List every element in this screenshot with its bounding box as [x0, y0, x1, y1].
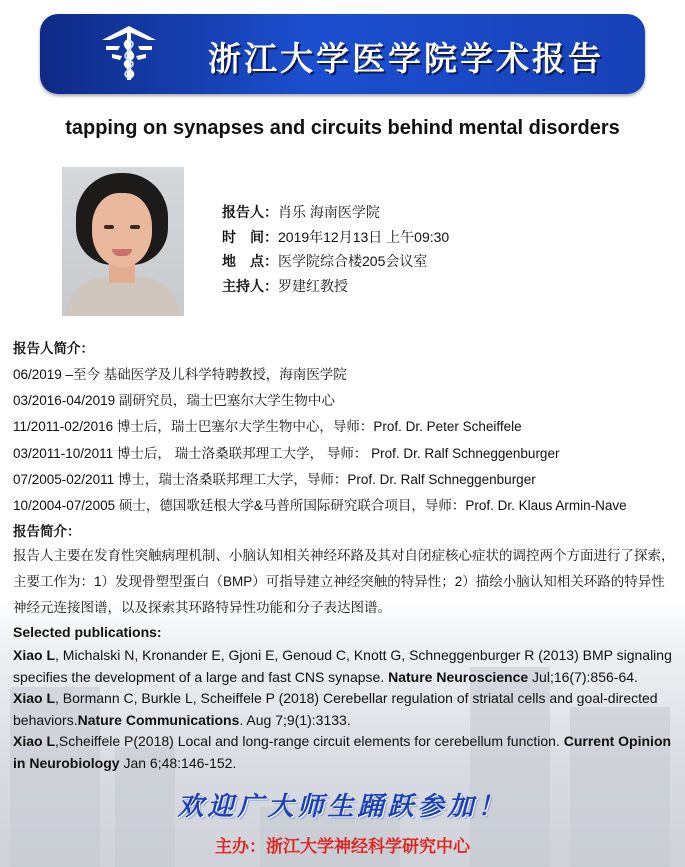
- pub-tail: . Aug 7;9(1):3133.: [239, 711, 351, 728]
- bio-heading: 报告人简介：: [13, 341, 94, 356]
- cv-list: [13, 362, 627, 519]
- info-location: [222, 249, 449, 274]
- publications-list: [13, 645, 673, 774]
- cv-item: 11/2011-02/2016 博士后，瑞士巴塞尔大学生物中心，导师：Prof. Dr. Peter Scheiffele: [13, 419, 522, 435]
- welcome-slogan: 欢迎广大师生踊跃参加！: [177, 792, 508, 822]
- cv-item: 03/2011-10/2011 博士后， 瑞士洛桑联邦理工大学， 导师： Prof. Dr. Ralf Schneggenburger: [13, 445, 560, 461]
- organizer-line: 主办：浙江大学神经科学研究中心: [215, 837, 470, 856]
- publications-heading: Selected publications:: [13, 624, 162, 640]
- pub-tail: Jul;16(7):856-64.: [528, 668, 638, 685]
- info-host: [222, 274, 449, 299]
- pub-text: , Michalski N, Kronander E, Gjoni E, Genoud C, Knott G, Schneggenburger R (2013) BMP signaling specifies the development of a large and fast CNS synapse.: [13, 647, 672, 685]
- info-label: 主持人：: [222, 277, 278, 294]
- info-value: 罗建红教授: [278, 277, 348, 294]
- pub-journal: Nature Neuroscience: [388, 668, 529, 685]
- pub-tail: Jan 6;48:146-152.: [119, 754, 237, 771]
- info-time: [222, 225, 449, 250]
- speaker-photo: [62, 167, 184, 316]
- publication-item: [13, 645, 673, 688]
- banner-title: 浙江大学医学院学术报告: [208, 39, 604, 78]
- info-speaker: [222, 200, 449, 225]
- cv-item: 07/2005-02/2011 博士，瑞士洛桑联邦理工大学，导师：Prof. Dr. Ralf Schneggenburger: [13, 471, 536, 487]
- info-label: 地 点：: [222, 253, 278, 269]
- pub-text: , Bormann C, Burkle L, Scheiffele P (2018) Cerebellar regulation of striatal cells and goal-directed behaviors.: [13, 690, 658, 728]
- caduceus-logo-icon: [98, 24, 160, 84]
- info-label: 时 间：: [222, 228, 278, 245]
- talk-title: tapping on synapses and circuits behind mental disorders: [65, 117, 620, 139]
- cv-item: 06/2019 –至今 基础医学及儿科学特聘教授，海南医学院: [13, 367, 347, 382]
- pub-text: ,Scheiffele P(2018) Local and long-range circuit elements for cerebellum function.: [55, 733, 564, 749]
- cv-item: 03/2016-04/2019 副研究员，瑞士巴塞尔大学生物中心: [13, 393, 335, 409]
- publication-item: [13, 688, 673, 731]
- info-label: 报告人：: [222, 204, 278, 220]
- info-value: 医学院综合楼205会议室: [278, 253, 428, 269]
- pub-author: Xiao L: [13, 690, 56, 706]
- info-value: 2019年12月13日 上午09:30: [278, 228, 450, 245]
- header-banner: [40, 14, 645, 94]
- info-value: 肖乐 海南医学院: [278, 204, 380, 220]
- pub-journal: Current Opinion in Neurobiology: [13, 733, 672, 771]
- cv-item: 10/2004-07/2005 硕士，德国歌廷根大学&马普所国际研究联合项目，导师：Prof. Dr. Klaus Armin-Nave: [13, 497, 627, 513]
- talk-info: [222, 200, 449, 298]
- pub-author: Xiao L: [13, 647, 56, 663]
- pub-journal: Nature Communications: [77, 711, 240, 728]
- publication-item: [13, 731, 673, 774]
- summary-heading: 报告简介：: [13, 524, 81, 539]
- summary-text: 报告人主要在发育性突触病理机制、小脑认知相关神经环路及其对自闭症核心症状的调控两个方面进行了探索，主要工作为：1）发现骨塑型蛋白（BMP）可指导建立神经突触的特异性；2）描绘小脑认知相关环路的特异性神经元连接图谱，以及探索其环路特异性功能和分子表达图谱。: [13, 548, 675, 615]
- pub-author: Xiao L: [13, 733, 56, 749]
